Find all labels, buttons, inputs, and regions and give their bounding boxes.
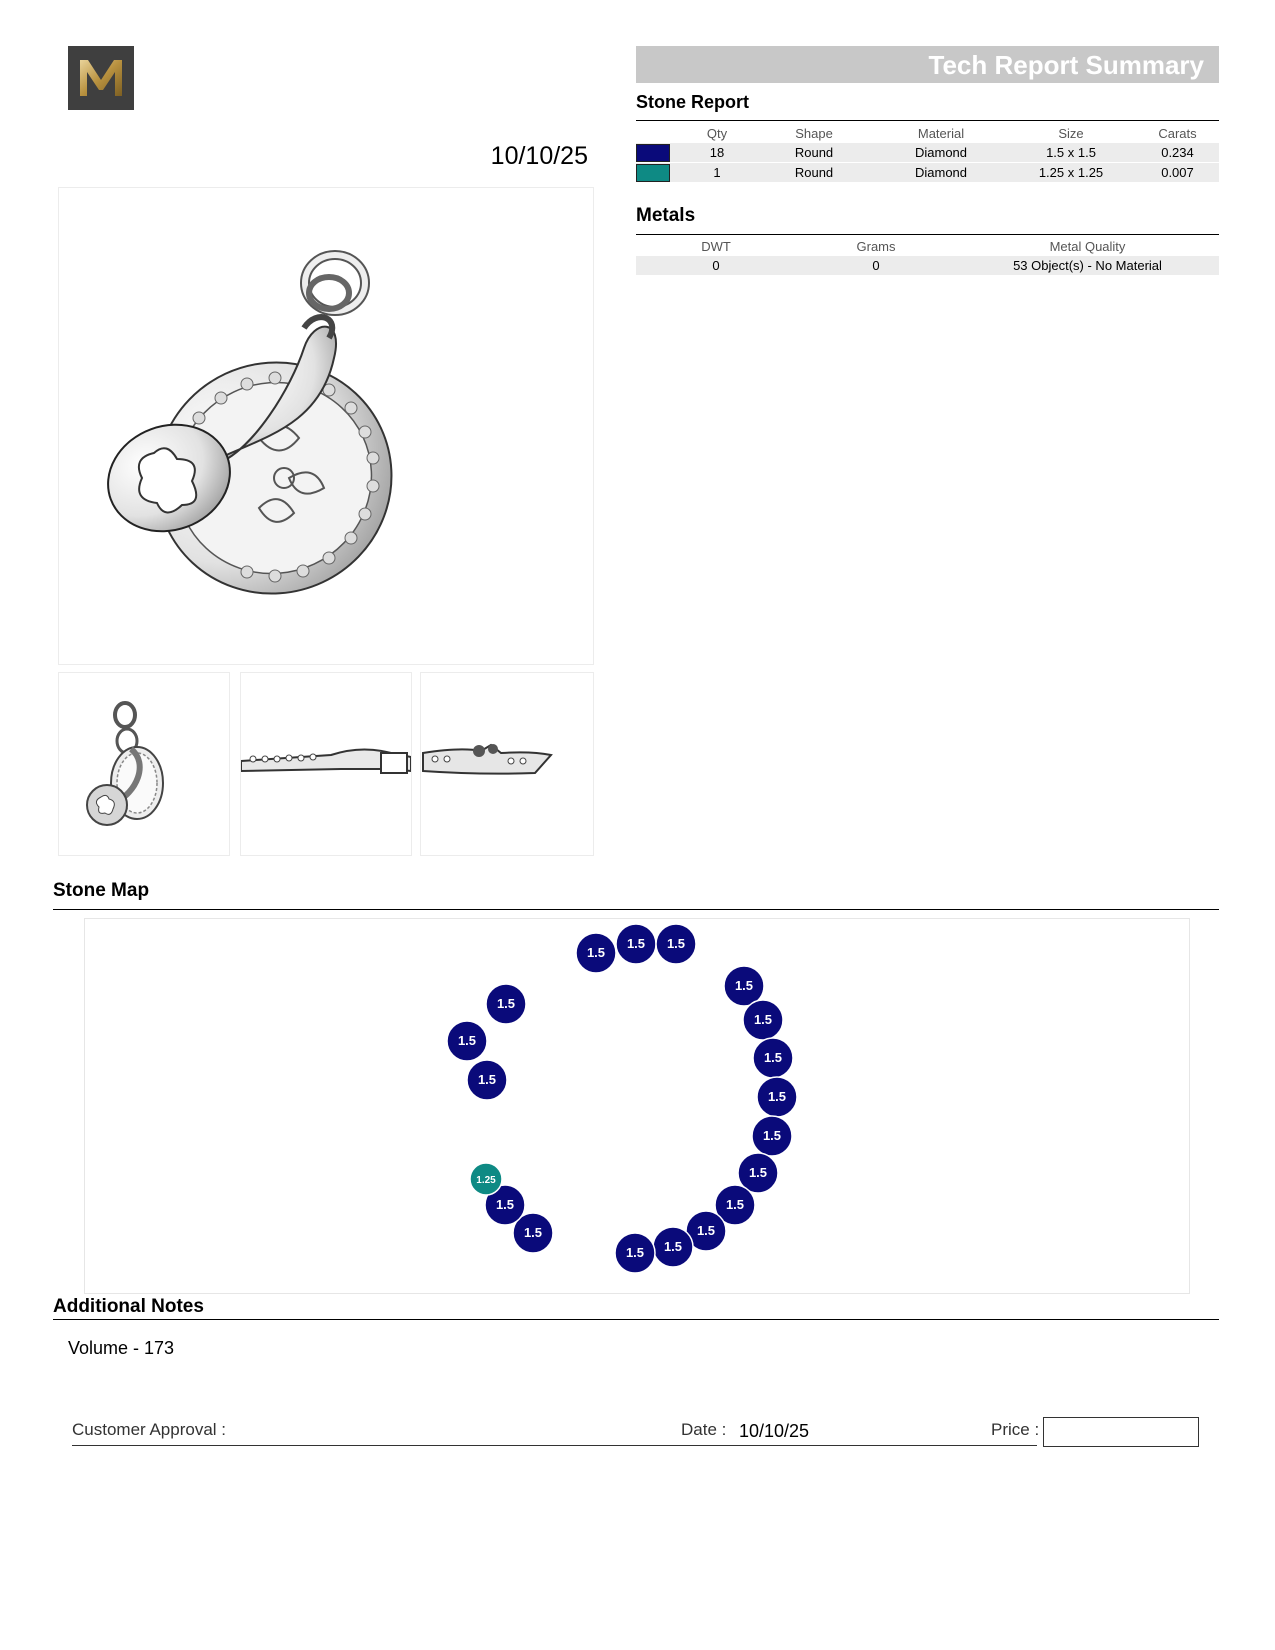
stone-color-swatch <box>636 144 670 162</box>
stone-size-label: 1.5 <box>496 996 516 1011</box>
stone-map-diagram <box>85 919 1189 1293</box>
column-header-color <box>636 123 682 143</box>
qty-cell: 1 <box>682 163 752 183</box>
stone-size-label: 1.5 <box>663 1239 683 1254</box>
stone-marker-1-5 <box>576 933 616 973</box>
stone-size-label: 1.5 <box>625 1245 645 1260</box>
stone-report-title: Stone Report <box>636 92 750 112</box>
qty-cell: 18 <box>682 143 752 163</box>
stone-size-label: 1.5 <box>523 1225 543 1240</box>
main-render-view <box>58 187 594 665</box>
stone-color-swatch <box>636 164 670 182</box>
column-header-dwt: DWT <box>701 238 731 254</box>
stone-marker-1-5 <box>753 1038 793 1078</box>
stone-marker-1-5 <box>467 1060 507 1100</box>
divider <box>53 1319 1219 1320</box>
size-cell: 1.5 x 1.5 <box>1006 143 1136 163</box>
column-header-shape: Shape <box>795 125 833 141</box>
stone-map-canvas <box>84 918 1190 1294</box>
stone-size-label: 1.5 <box>753 1012 773 1027</box>
divider <box>636 120 1219 121</box>
report-title-banner <box>636 46 1219 83</box>
stone-marker-1-5 <box>653 1227 693 1267</box>
approval-date-value: 10/10/25 <box>739 1421 810 1441</box>
stone-color-cell <box>636 163 682 183</box>
stone-size-label: 1.5 <box>696 1223 716 1238</box>
stone-marker-1-5 <box>757 1077 797 1117</box>
stone-map-title: Stone Map <box>53 880 150 901</box>
stone-size-label: 1.5 <box>477 1072 497 1087</box>
price-field[interactable] <box>1043 1417 1199 1447</box>
metals-title: Metals <box>636 205 696 226</box>
metals-table <box>636 236 1219 275</box>
metal-quality-cell: 53 Object(s) - No Material <box>956 256 1219 275</box>
table-row <box>636 143 1219 163</box>
signature-line <box>72 1445 1037 1446</box>
stone-marker-1-5 <box>752 1116 792 1156</box>
logo-m-icon <box>68 46 134 110</box>
customer-approval-label: Customer Approval : <box>72 1420 227 1439</box>
pendant-side-image <box>241 673 411 855</box>
divider <box>53 909 1219 910</box>
stone-size-label: 1.5 <box>725 1197 745 1212</box>
column-header-metal-quality: Metal Quality <box>1049 238 1126 254</box>
grams-cell: 0 <box>796 256 956 275</box>
stone-marker-1-5 <box>656 924 696 964</box>
stone-report-table <box>636 123 1219 182</box>
column-header-carats: Carats <box>1158 125 1197 141</box>
company-logo <box>68 46 134 110</box>
size-cell: 1.25 x 1.25 <box>1006 163 1136 183</box>
thumbnail-side-view[interactable] <box>240 672 412 856</box>
table-header-row <box>636 123 1219 143</box>
column-header-qty: Qty <box>706 125 728 141</box>
carats-cell: 0.007 <box>1136 163 1219 183</box>
stone-marker-1-5 <box>743 1000 783 1040</box>
column-header-material: Material <box>917 125 965 141</box>
report-date: 10/10/25 <box>490 142 588 170</box>
dwt-cell: 0 <box>636 256 796 275</box>
volume-note: Volume - 173 <box>68 1338 175 1358</box>
table-header-row <box>636 236 1219 256</box>
stone-marker-1-5 <box>616 924 656 964</box>
table-row <box>636 256 1219 275</box>
approval-date-label: Date : <box>681 1420 727 1439</box>
stone-size-label: 1.5 <box>767 1089 787 1104</box>
price-label: Price : <box>991 1420 1040 1439</box>
stone-size-label: 1.5 <box>586 945 606 960</box>
stone-marker-1-5 <box>486 984 526 1024</box>
stone-marker-1-5 <box>615 1233 655 1273</box>
report-title: Tech Report Summary <box>928 50 1204 80</box>
shape-cell: Round <box>752 143 876 163</box>
stone-size-label: 1.5 <box>495 1197 515 1212</box>
stone-size-label: 1.25 <box>476 1175 496 1186</box>
material-cell: Diamond <box>876 143 1006 163</box>
stone-size-label: 1.5 <box>666 936 686 951</box>
pendant-front-image <box>59 673 229 855</box>
additional-notes-title: Additional Notes <box>53 1296 204 1317</box>
stone-marker-1-25 <box>470 1163 502 1195</box>
divider <box>636 234 1219 235</box>
thumbnail-top-view[interactable] <box>420 672 594 856</box>
table-row <box>636 163 1219 183</box>
thumbnail-front-view[interactable] <box>58 672 230 856</box>
pendant-render-image <box>59 188 593 664</box>
stone-size-label: 1.5 <box>457 1033 477 1048</box>
column-header-grams: Grams <box>856 238 896 254</box>
material-cell: Diamond <box>876 163 1006 183</box>
stone-size-label: 1.5 <box>762 1128 782 1143</box>
stone-size-label: 1.5 <box>763 1050 783 1065</box>
stone-size-label: 1.5 <box>734 978 754 993</box>
column-header-size: Size <box>1058 125 1084 141</box>
shape-cell: Round <box>752 163 876 183</box>
pendant-top-image <box>421 673 593 855</box>
carats-cell: 0.234 <box>1136 143 1219 163</box>
stone-size-label: 1.5 <box>748 1165 768 1180</box>
stone-marker-1-5 <box>447 1021 487 1061</box>
stone-color-cell <box>636 143 682 163</box>
stone-size-label: 1.5 <box>626 936 646 951</box>
